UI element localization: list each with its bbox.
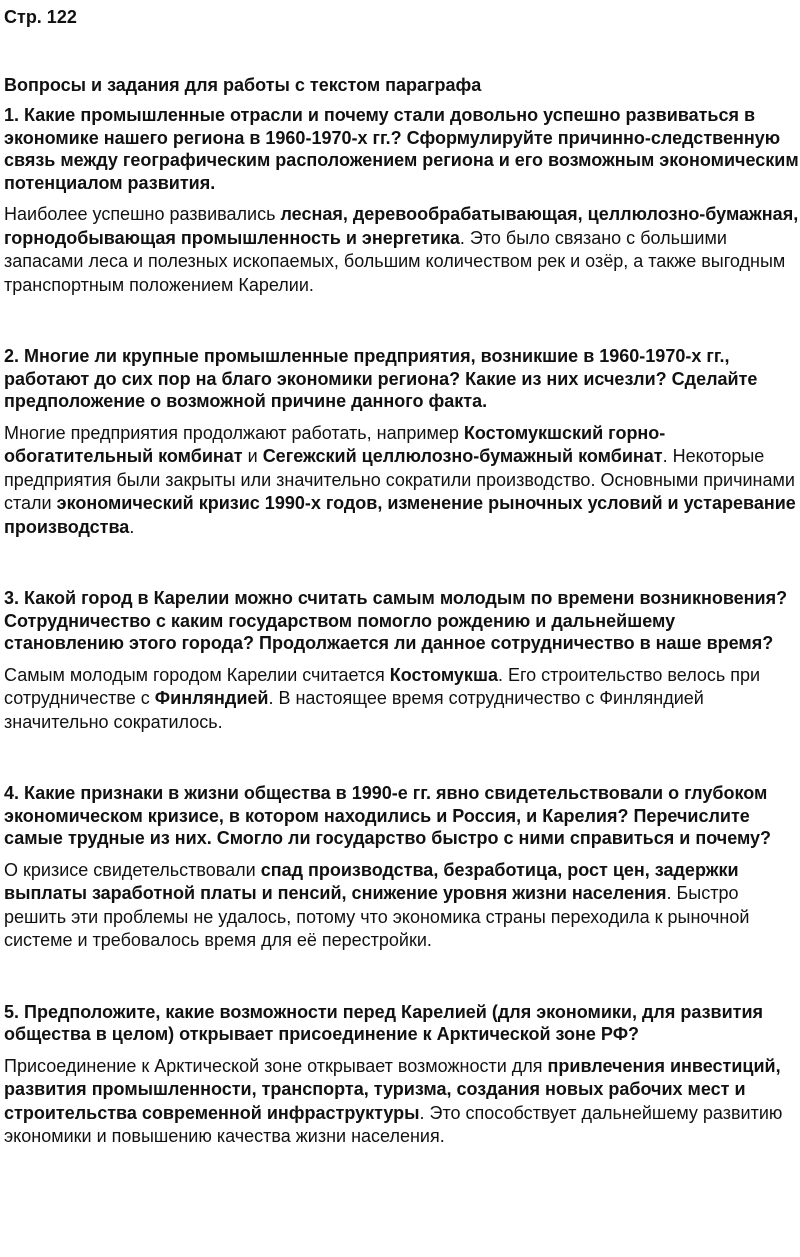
section-title: Вопросы и задания для работы с текстом параграфа — [4, 75, 482, 95]
answer-segment: . Быстро решить эти проблемы не удалось, потому что экономика страны переходила к рыночной системе и требовалось время для её перестройки. — [4, 883, 750, 950]
question-3: 3. Какой город в Карелии можно считать самым молодым по времени возникновения? Сотрудничество с каким государством помогло рождению и дальнейшему становлению этого города? Продолжается ли данное сотрудничество в наше время? — [4, 588, 788, 653]
answer-highlight: спад производства, безработица, рост цен, задержки выплаты заработной платы и пенсий, снижение уровня жизни населения — [4, 859, 739, 903]
answer-segment: Присоединение к Арктической зоне открывает возможности для — [4, 1055, 548, 1076]
answer-highlight: Сегежский целлюлозно-бумажный комбинат — [262, 446, 663, 466]
question-4: 4. Какие признаки в жизни общества в 1990-е гг. явно свидетельствовали о глубоком экономическом кризисе, в котором находились и Россия, и Карелия? Перечислите самые трудные из них. Смогло ли государство быстро с ними справиться и почему? — [4, 783, 772, 848]
answer-highlight: Костомукшский горно-обогатительный комбинат — [4, 422, 666, 466]
answer-segment: . Его строительство велось при сотрудничестве с — [4, 664, 761, 708]
question-5: 5. Предположите, какие возможности перед Карелией (для экономики, для развития общества в целом) открывает присоединение к Арктической зоне РФ? — [4, 1001, 764, 1044]
answer-highlight: лесная, деревообрабатывающая, целлюлозно-бумажная, горнодобывающая промышленность и энергетика — [4, 204, 799, 248]
answer-segment: . Некоторые предприятия были закрыты или значительно сократили производство. Основными причинами стали — [4, 446, 795, 513]
answer-segment: . В настоящее время сотрудничество с Финляндией значительно сократилось. — [4, 688, 704, 732]
answer-4 — [4, 859, 800, 953]
answer-highlight: экономический кризис 1990-х годов, изменение рыночных условий и устаревание производства — [4, 493, 796, 537]
answer-segment: О кризисе свидетельствовали — [4, 859, 261, 880]
spacer — [4, 734, 800, 782]
answer-highlight: Финляндией — [154, 688, 269, 708]
answer-segment: Наиболее успешно развивались — [4, 204, 281, 224]
answer-segment: . Это способствует дальнейшему развитию экономики и повышению качества жизни населения. — [4, 1102, 783, 1146]
answer-segment: . — [129, 516, 135, 537]
answer-highlight: привлечения инвестиций, развития промышленности, транспорта, туризма, создания новых рабочих мест и строительства современной инфраструктуры — [4, 1055, 781, 1123]
answer-2 — [4, 422, 800, 540]
answer-highlight: Костомукша — [389, 664, 498, 685]
answer-segment: . Это было связано с большими запасами леса и полезных ископаемых, большим количеством рек и озёр, а также выгодным транспортным положением Карелии. — [4, 227, 786, 295]
answer-segment: и — [242, 446, 263, 466]
spacer — [4, 297, 800, 345]
question-2: 2. Многие ли крупные промышленные предприятия, возникшие в 1960-1970-х гг., работают до сих пор на благо экономики региона? Какие из них исчезли? Сделайте предположение о возможной причине данного факта. — [4, 346, 758, 411]
answer-3 — [4, 664, 800, 735]
answer-segment: Многие предприятия продолжают работать, например — [4, 422, 464, 443]
qa-item-3 — [4, 587, 800, 734]
page-number: Стр. 122 — [4, 7, 77, 27]
qa-item-1 — [4, 104, 800, 297]
answer-5 — [4, 1055, 800, 1149]
answer-segment: Самым молодым городом Карелии считается — [4, 664, 390, 685]
qa-item-4 — [4, 782, 800, 953]
question-1: 1. Какие промышленные отрасли и почему стали довольно успешно развиваться в экономике нашего региона в 1960-1970-х гг.? Сформулируйте причинно-следственную связь между географическим расположением региона и его возможным экономическим потенциалом развития. — [4, 105, 799, 193]
qa-item-2 — [4, 345, 800, 539]
spacer — [4, 953, 800, 1001]
answer-1 — [4, 203, 800, 297]
qa-item-5 — [4, 1001, 800, 1149]
spacer — [4, 539, 800, 587]
